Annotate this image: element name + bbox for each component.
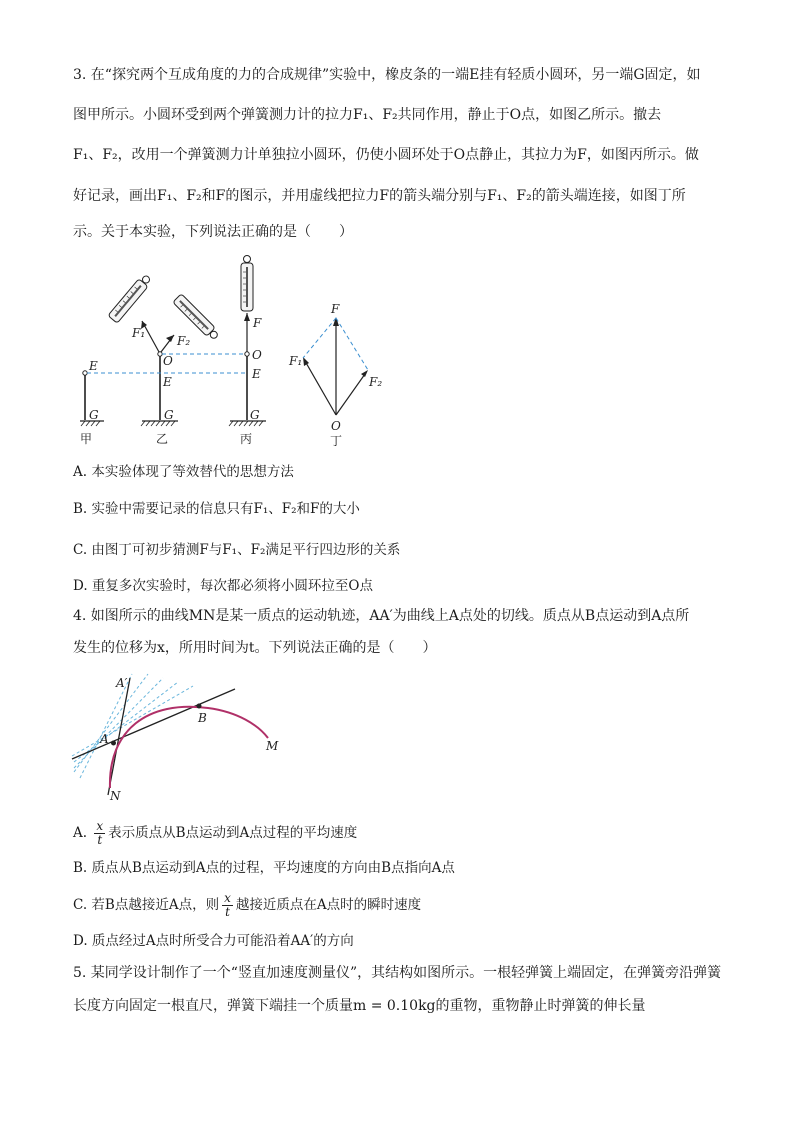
q3-stem-line: 图甲所示。小圆环受到两个弹簧测力计的拉力F₁、F₂共同作用，静止于O点，如图乙所示。撤去 [73,107,662,123]
fraction-numerator: x [96,819,104,833]
option-text: 表示质点从B点运动到A点过程的平均速度 [108,825,358,841]
label-g: G [250,408,260,422]
q3-figure [80,255,400,450]
q3-stem-line: 3. 在“探究两个互成角度的力的合成规律”实验中，橡皮条的一端E挂有轻质小圆环，另一端G固定，如 [73,67,701,83]
q5-stem-line: 5. 某同学设计制作了一个“竖直加速度测量仪”，其结构如图所示。一根轻弹簧上端固定，在弹簧旁沿弹簧 [73,965,722,981]
label-a-prime: A′ [116,676,128,690]
caption-bing: 丙 [240,432,253,446]
label-n: N [110,789,121,803]
q3-option-a: A. 本实验体现了等效替代的思想方法 [73,464,294,480]
q5-stem-line: 长度方向固定一根直尺，弹簧下端挂一个质量m = 0.10kg的重物，重物静止时弹簧的伸长量 [73,998,646,1014]
q4-option-b: B. 质点从B点运动到A点的过程，平均速度的方向由B点指向A点 [73,860,455,876]
q4-option-d: D. 质点经过A点时所受合力可能沿着AA′的方向 [73,933,354,949]
label-e: E [89,359,98,373]
caption-ding: 丁 [330,434,343,448]
q4-stem-line: 发生的位移为x，所用时间为t。下列说法正确的是（ ） [73,640,437,656]
label-g: G [164,408,174,422]
caption-jia: 甲 [80,432,93,446]
label-b: B [198,711,207,725]
label-o: O [163,354,173,368]
fraction-x-over-t [94,820,105,847]
label-f: F [331,302,340,316]
label-a: A [100,732,109,746]
q4-stem-line: 4. 如图所示的曲线MN是某一质点的运动轨迹，AA′为曲线上A点处的切线。质点从B点运动到A点所 [73,608,690,624]
figure-yi [108,273,221,446]
fraction-denominator: t [97,833,103,847]
q3-option-d: D. 重复多次实验时，每次都必须将小圆环拉至O点 [73,578,373,594]
label-m: M [266,739,279,753]
label-f2: F₂ [177,334,191,348]
q4-option-c [73,892,421,919]
label-e: E [252,367,261,381]
q3-option-c: C. 由图丁可初步猜测F与F₁、F₂满足平行四边形的关系 [73,542,401,558]
label-g: G [89,408,99,422]
label-f2: F₂ [369,375,383,389]
fraction-x-over-t [222,892,233,919]
q4-option-a [73,820,357,847]
figure-jia [80,359,104,446]
label-o: O [331,419,341,433]
option-text: 越接近质点在A点时的瞬时速度 [235,897,422,913]
fraction-numerator: x [224,891,231,905]
caption-yi: 乙 [156,432,169,446]
figure-ding [288,302,382,448]
q3-option-b: B. 实验中需要记录的信息只有F₁、F₂和F的大小 [73,501,360,517]
label-f1: F₁ [132,326,146,340]
option-prefix: C. 若B点越接近A点，则 [73,897,220,913]
q3-stem-line: 示。关于本实验，下列说法正确的是（ ） [73,224,353,240]
option-prefix: A. [73,825,88,841]
q3-stem-line: 好记录，画出F₁、F₂和F的图示，并用虚线把拉力F的箭头端分别与F₁、F₂的箭头端连接，如图丁所 [73,188,686,204]
label-f: F [253,316,262,330]
q3-stem-line: F₁、F₂，改用一个弹簧测力计单独拉小圆环，仍使小圆环处于O点静止，其拉力为F，如图丙所示。做 [73,147,699,163]
label-f1: F₁ [289,354,303,368]
label-e: E [163,375,172,389]
q4-figure [68,670,298,805]
fraction-denominator: t [225,905,230,919]
figure-bing [229,256,266,447]
label-o: O [252,348,262,362]
